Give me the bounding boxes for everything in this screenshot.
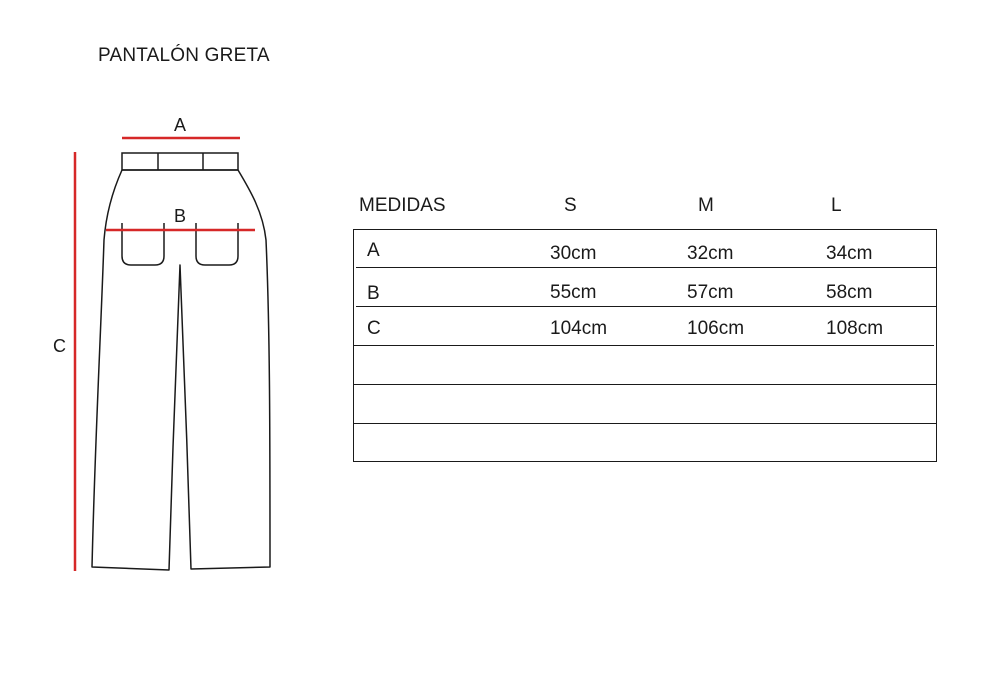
cell-size-m: 57cm: [687, 282, 734, 303]
cell-size-s: 55cm: [550, 282, 597, 303]
pants-diagram: [0, 0, 300, 600]
row-divider: [356, 267, 936, 269]
row-label: A: [367, 240, 380, 261]
row-label: B: [367, 283, 380, 304]
row-divider: [356, 306, 936, 308]
cell-size-l: 34cm: [826, 243, 873, 264]
header-size-m: M: [698, 195, 714, 216]
cell-size-m: 106cm: [687, 318, 745, 339]
size-table: [353, 229, 937, 462]
label-a: A: [174, 115, 187, 135]
row-label: C: [367, 318, 381, 339]
label-b: B: [174, 206, 187, 226]
cell-size-s: 30cm: [550, 243, 597, 264]
row-divider: [354, 345, 934, 347]
table-row: [354, 269, 936, 307]
waistband: [122, 153, 238, 170]
cell-size-s: 104cm: [550, 318, 608, 339]
row-divider: [354, 423, 936, 425]
header-measures: MEDIDAS: [359, 195, 446, 216]
cell-size-m: 32cm: [687, 243, 734, 264]
table-row: [354, 230, 936, 268]
label-c: C: [53, 336, 66, 356]
table-row: [354, 425, 936, 461]
table-row: [354, 347, 936, 385]
header-size-s: S: [564, 195, 577, 216]
header-size-l: L: [831, 195, 842, 216]
table-row: [354, 386, 936, 424]
row-divider: [354, 384, 936, 386]
cell-size-l: 58cm: [826, 282, 873, 303]
cell-size-l: 108cm: [826, 318, 884, 339]
table-row: [354, 308, 936, 346]
page-title: PANTALÓN GRETA: [98, 45, 270, 66]
